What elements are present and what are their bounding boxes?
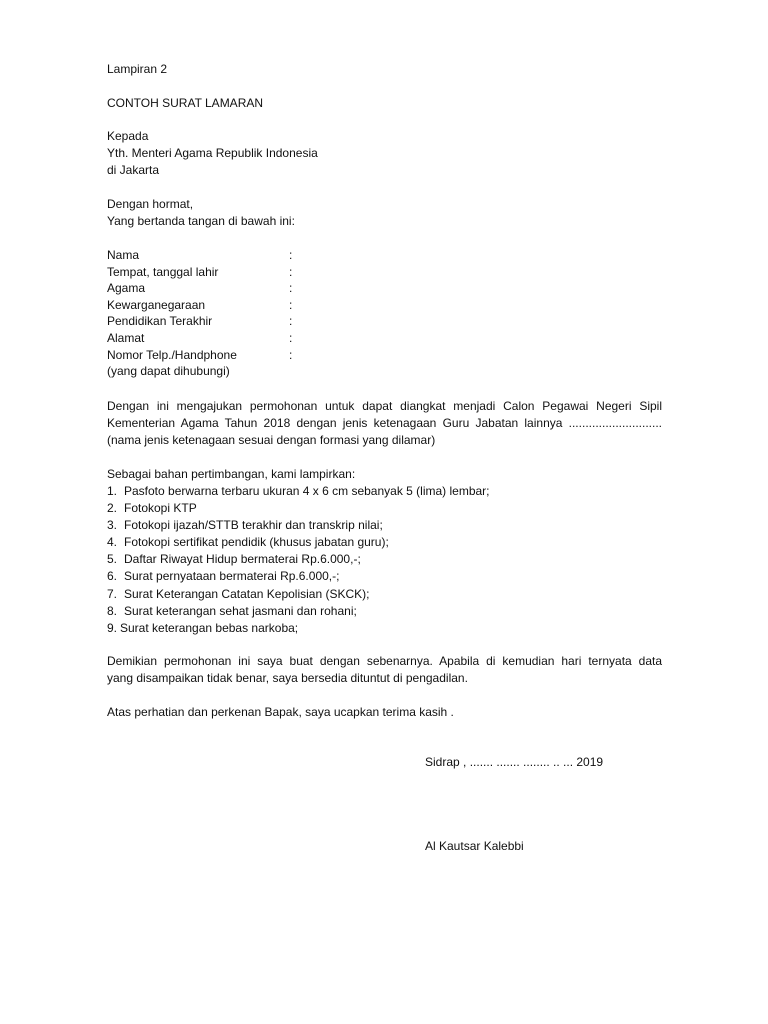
recipient-block [107,128,662,179]
field-row [107,347,662,364]
list-item-text: Fotokopi KTP [124,501,197,516]
request-line-3: (nama jenis ketenagaan sesuai dengan formasi yang dilamar) [107,432,436,447]
list-item-number: 6. [107,569,118,584]
field-label: Nomor Telp./Handphone [107,347,237,362]
list-item-number: 4. [107,535,118,550]
field-label: Kewarganegaraan [107,297,206,312]
list-item [107,586,662,603]
list-item [107,551,662,568]
field-colon: : [289,347,293,362]
field-row [107,313,662,330]
field-row [107,330,662,347]
list-item-text: Daftar Riwayat Hidup bermaterai Rp.6.000,-; [124,552,361,567]
appendix-label-block [107,61,662,78]
identity-fields [107,247,662,380]
list-item-text: Surat pernyataan bermaterai Rp.6.000,-; [124,569,340,584]
field-row [107,297,662,314]
appendix-label: Lampiran 2 [107,62,168,76]
recipient-line-1: Kepada [107,129,149,143]
list-item-text: Fotokopi sertifikat pendidik (khusus jabatan guru); [124,535,389,550]
field-colon: : [289,264,293,279]
opening-block [107,196,662,230]
field-colon [289,363,299,380]
attachments-block [107,466,662,637]
request-line-1: Dengan ini mengajukan permohonan untuk dapat diangkat menjadi Calon Pegawai Negeri Sipil [107,399,662,413]
field-label: Pendidikan Terakhir [107,314,213,329]
thanks-block [107,704,662,721]
list-item-number: 7. [107,586,118,601]
list-item-text: Surat Keterangan Catatan Kepolisian (SKCK); [124,586,370,601]
field-label: Nama [107,248,140,262]
recipient-line-2: Yth. Menteri Agama Republik Indonesia [107,146,318,160]
closing-line-1: Demikian permohonan ini saya buat dengan sebenarnya. Apabila di kemudian hari ternyata data [107,654,662,668]
request-line-2: Kementerian Agama Tahun 2018 dengan jenis ketenagaan Guru Jabatan lainnya ............................ [107,415,662,430]
list-item-number: 9. [107,620,118,635]
closing-paragraph [107,653,662,687]
field-label: Agama [107,281,146,296]
list-item [107,568,662,585]
list-item [107,517,662,534]
list-item-text: Surat keterangan bebas narkoba; [120,620,299,635]
list-item [107,534,662,551]
field-label: (yang dapat dihubungi) [107,364,230,379]
attachments-intro: Sebagai bahan pertimbangan, kami lampirkan: [107,467,356,481]
field-row [107,280,662,297]
list-item-text: Surat keterangan sehat jasmani dan rohani; [124,603,357,618]
list-item [107,500,662,517]
recipient-line-3: di Jakarta [107,163,160,177]
signature-name-block [425,838,665,855]
greeting: Dengan hormat, [107,197,194,211]
list-item-number: 1. [107,484,118,498]
signature-place-date: Sidrap , ....... ....... ........ .. ... 2019 [425,755,604,769]
field-label: Tempat, tanggal lahir [107,264,219,279]
field-colon: : [289,297,293,312]
list-item-text: Pasfoto berwarna terbaru ukuran 4 x 6 cm sebanyak 5 (lima) lembar; [124,484,490,498]
field-label: Alamat [107,330,145,345]
field-row [107,363,662,380]
field-colon: : [289,248,293,262]
field-row [107,247,662,264]
field-colon: : [289,314,293,329]
list-item-number: 3. [107,518,118,533]
intro-text: Yang bertanda tangan di bawah ini: [107,214,295,228]
list-item-number: 5. [107,552,118,567]
list-item [107,483,662,500]
field-row [107,264,662,281]
signature-date-block [425,754,665,771]
list-item-number: 2. [107,501,118,516]
list-item-number: 8. [107,603,118,618]
letter-title-block [107,95,662,112]
thanks-text: Atas perhatian dan perkenan Bapak, saya ucapkan terima kasih . [107,705,454,719]
list-item [107,603,662,620]
attachments-list [107,483,662,637]
field-colon: : [289,281,293,296]
request-paragraph [107,398,662,448]
list-item-text: Fotokopi ijazah/STTB terakhir dan transkrip nilai; [124,518,383,533]
field-colon: : [289,330,293,345]
signature-name: Al Kautsar Kalebbi [425,839,524,853]
closing-line-2: yang disampaikan tidak benar, saya bersedia dituntut di pengadilan. [107,670,468,685]
list-item [107,620,662,637]
letter-title: CONTOH SURAT LAMARAN [107,96,264,110]
